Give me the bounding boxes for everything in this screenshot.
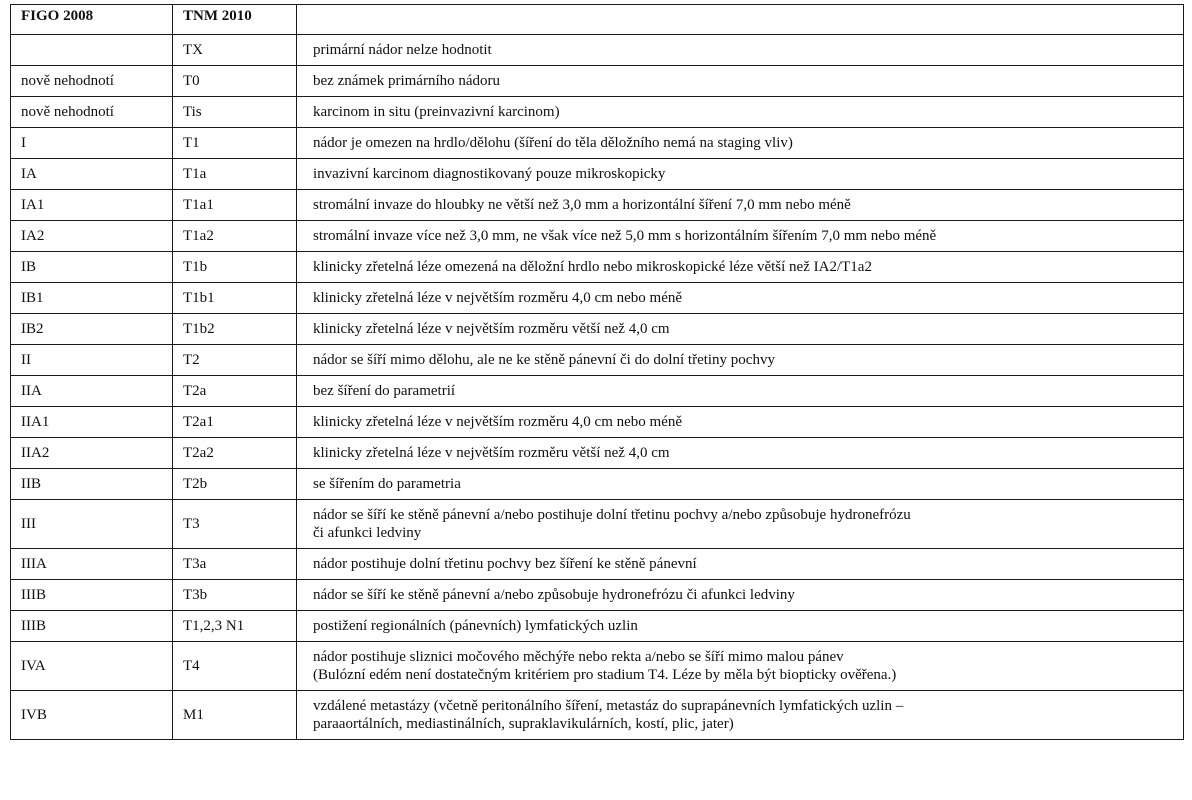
tnm-stage-cell: T3a (173, 549, 297, 580)
header-figo: FIGO 2008 (11, 5, 173, 35)
description-line: vzdálené metastázy (včetně peritonálního šíření, metastáz do suprapánevních lymfatických uzlin – (313, 698, 904, 714)
table-row (11, 128, 1184, 159)
table-row (11, 35, 1184, 66)
table-row (11, 252, 1184, 283)
figo-stage-cell: IB2 (11, 314, 173, 345)
description-cell: klinicky zřetelná léze v největším rozměru větší než 4,0 cm (297, 314, 1184, 345)
header-description (297, 5, 1184, 35)
description-line: (Bulózní edém není dostatečným kritériem pro stadium T4. Léze by měla být biopticky ověřena.) (313, 667, 897, 683)
figo-stage-cell: IIB (11, 469, 173, 500)
description-cell (297, 691, 1184, 740)
description-cell: bez známek primárního nádoru (297, 66, 1184, 97)
description-cell: klinicky zřetelná léze omezená na děložní hrdlo nebo mikroskopické léze větší než IA2/T1a2 (297, 252, 1184, 283)
description-cell: stromální invaze do hloubky ne větší než 3,0 mm a horizontální šíření 7,0 mm nebo méně (297, 190, 1184, 221)
tnm-stage-cell: T3 (173, 500, 297, 549)
table-row (11, 469, 1184, 500)
description-cell: primární nádor nelze hodnotit (297, 35, 1184, 66)
description-cell: stromální invaze více než 3,0 mm, ne však více než 5,0 mm s horizontálním šířením 7,0 mm nebo méně (297, 221, 1184, 252)
tnm-stage-cell: T1b2 (173, 314, 297, 345)
figo-stage-cell: IIIB (11, 580, 173, 611)
table-row (11, 642, 1184, 691)
figo-stage-cell: IA1 (11, 190, 173, 221)
tnm-stage-cell: T2a2 (173, 438, 297, 469)
figo-stage-cell: IIA (11, 376, 173, 407)
tnm-stage-cell: T2a (173, 376, 297, 407)
figo-stage-cell: IB (11, 252, 173, 283)
header-tnm: TNM 2010 (173, 5, 297, 35)
description-line: či afunkci ledviny (313, 525, 422, 541)
table-row (11, 580, 1184, 611)
description-line: nádor postihuje sliznici močového měchýře nebo rekta a/nebo se šíří mimo malou pánev (313, 649, 844, 665)
tnm-stage-cell: T4 (173, 642, 297, 691)
description-line: paraaortálních, mediastinálních, supraklavikulárních, kostí, plic, jater) (313, 716, 734, 732)
figo-stage-cell: IIA1 (11, 407, 173, 438)
tnm-stage-cell: TX (173, 35, 297, 66)
description-cell: bez šíření do parametrií (297, 376, 1184, 407)
table-row (11, 407, 1184, 438)
description-cell (297, 500, 1184, 549)
figo-stage-cell: IA (11, 159, 173, 190)
tnm-stage-cell: T3b (173, 580, 297, 611)
figo-stage-cell: nově nehodnotí (11, 66, 173, 97)
figo-stage-cell: IIA2 (11, 438, 173, 469)
tnm-stage-cell: M1 (173, 691, 297, 740)
table-row (11, 159, 1184, 190)
table-row (11, 190, 1184, 221)
tnm-stage-cell: T1a1 (173, 190, 297, 221)
description-line: nádor se šíří ke stěně pánevní a/nebo postihuje dolní třetinu pochvy a/nebo způsobuje hydronefrózu (313, 507, 911, 523)
table-row (11, 221, 1184, 252)
tnm-stage-cell: T1a (173, 159, 297, 190)
tnm-stage-cell: T1b (173, 252, 297, 283)
description-cell: klinicky zřetelná léze v největším rozměru 4,0 cm nebo méně (297, 407, 1184, 438)
table-row (11, 345, 1184, 376)
tnm-stage-cell: T1 (173, 128, 297, 159)
tnm-stage-cell: T2 (173, 345, 297, 376)
figo-stage-cell: IVB (11, 691, 173, 740)
description-cell (297, 642, 1184, 691)
table-row (11, 611, 1184, 642)
figo-stage-cell: nově nehodnotí (11, 97, 173, 128)
tnm-stage-cell: T0 (173, 66, 297, 97)
figo-stage-cell: IB1 (11, 283, 173, 314)
table-header-row (11, 5, 1184, 35)
table-body (11, 35, 1184, 740)
description-cell: klinicky zřetelná léze v největším rozměru větší než 4,0 cm (297, 438, 1184, 469)
description-cell: karcinom in situ (preinvazivní karcinom) (297, 97, 1184, 128)
figo-stage-cell: IIIB (11, 611, 173, 642)
table-row (11, 376, 1184, 407)
description-cell: invazivní karcinom diagnostikovaný pouze mikroskopicky (297, 159, 1184, 190)
description-cell: postižení regionálních (pánevních) lymfatických uzlin (297, 611, 1184, 642)
figo-stage-cell: IVA (11, 642, 173, 691)
description-cell: se šířením do parametria (297, 469, 1184, 500)
table-row (11, 314, 1184, 345)
table-row (11, 691, 1184, 740)
figo-stage-cell: III (11, 500, 173, 549)
table-row (11, 438, 1184, 469)
table-row (11, 66, 1184, 97)
tnm-stage-cell: T1b1 (173, 283, 297, 314)
table-row (11, 500, 1184, 549)
figo-stage-cell: II (11, 345, 173, 376)
description-cell: nádor se šíří mimo dělohu, ale ne ke stěně pánevní či do dolní třetiny pochvy (297, 345, 1184, 376)
figo-stage-cell: IA2 (11, 221, 173, 252)
description-cell: klinicky zřetelná léze v největším rozměru 4,0 cm nebo méně (297, 283, 1184, 314)
figo-stage-cell: I (11, 128, 173, 159)
figo-stage-cell (11, 35, 173, 66)
staging-table (10, 4, 1184, 740)
table-row (11, 549, 1184, 580)
tnm-stage-cell: T2b (173, 469, 297, 500)
description-cell: nádor postihuje dolní třetinu pochvy bez šíření ke stěně pánevní (297, 549, 1184, 580)
table-row (11, 97, 1184, 128)
description-cell: nádor se šíří ke stěně pánevní a/nebo způsobuje hydronefrózu či afunkci ledviny (297, 580, 1184, 611)
tnm-stage-cell: T1a2 (173, 221, 297, 252)
figo-stage-cell: IIIA (11, 549, 173, 580)
tnm-stage-cell: Tis (173, 97, 297, 128)
tnm-stage-cell: T1,2,3 N1 (173, 611, 297, 642)
tnm-stage-cell: T2a1 (173, 407, 297, 438)
description-cell: nádor je omezen na hrdlo/dělohu (šíření do těla děložního nemá na staging vliv) (297, 128, 1184, 159)
table-row (11, 283, 1184, 314)
